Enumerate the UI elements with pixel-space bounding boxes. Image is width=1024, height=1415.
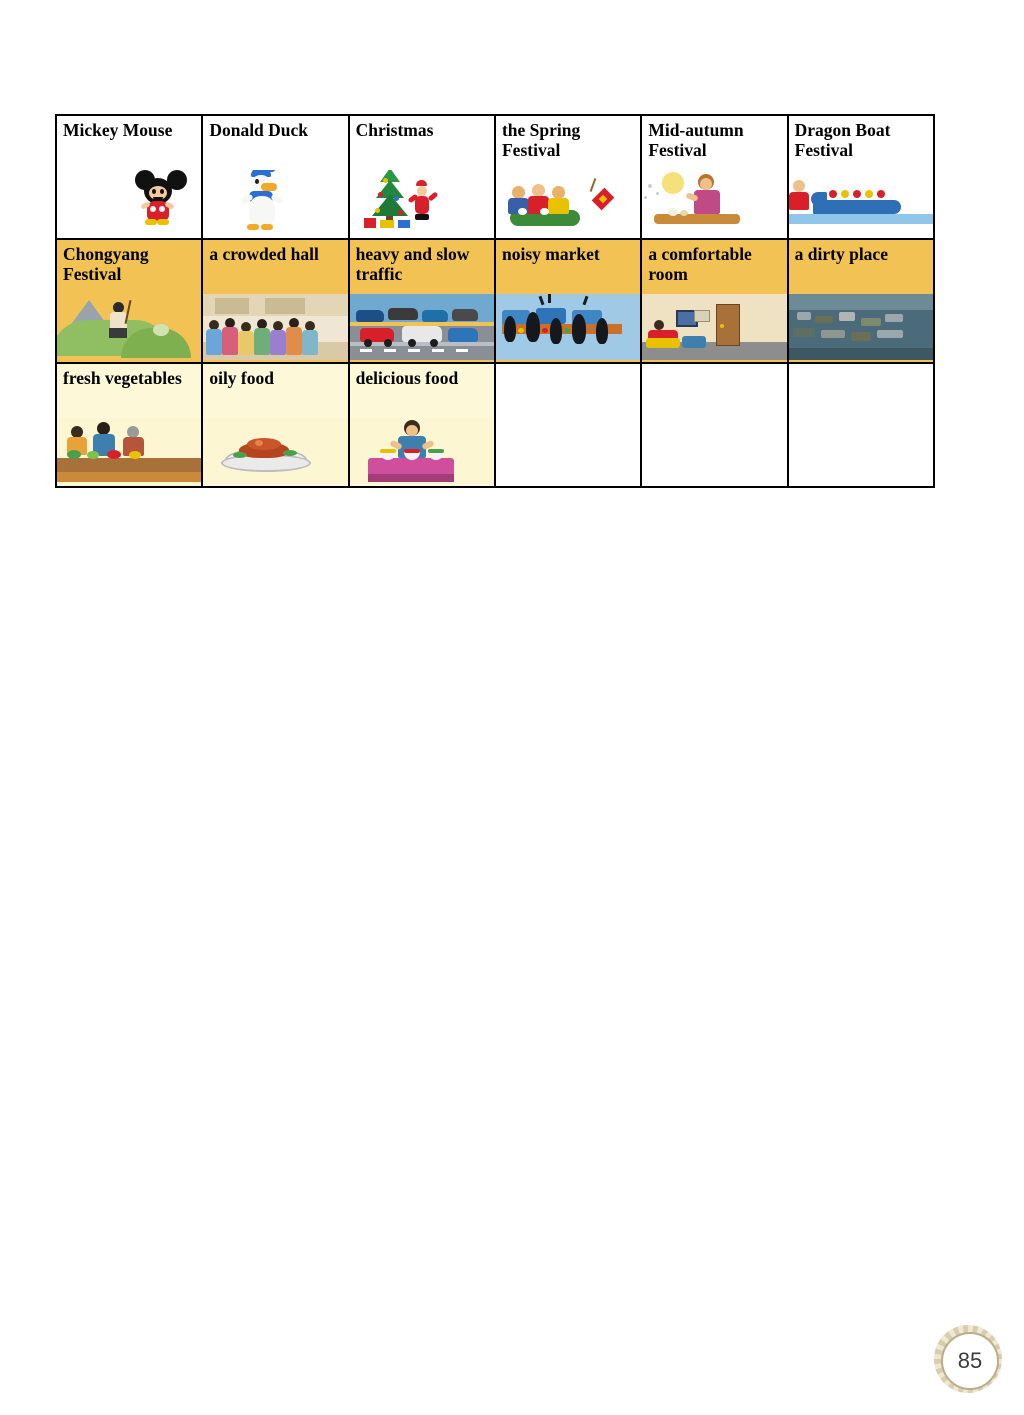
table-cell-empty — [495, 363, 641, 487]
cell-label: heavy and slow traffic — [355, 244, 470, 284]
table-row — [56, 239, 934, 363]
table-cell-empty — [788, 363, 934, 487]
donald-duck-icon — [203, 170, 347, 236]
cell-label: Christmas — [355, 120, 434, 140]
table-cell-crowded-hall — [202, 239, 348, 363]
fresh-vegetables-icon — [57, 418, 201, 484]
mid-autumn-icon — [642, 170, 786, 236]
table-cell-delicious-food — [349, 363, 495, 487]
oily-food-icon — [203, 418, 347, 484]
comfortable-room-icon — [642, 294, 786, 360]
chongyang-icon — [57, 294, 201, 360]
cell-label: a dirty place — [794, 244, 888, 264]
dragon-boat-icon — [789, 170, 933, 236]
delicious-food-icon — [350, 418, 494, 484]
cell-label — [642, 364, 786, 369]
table-cell-mickey-mouse — [56, 115, 202, 239]
cell-label — [789, 364, 933, 369]
cell-label: Donald Duck — [209, 120, 309, 140]
dirty-place-icon — [789, 294, 933, 360]
noisy-market-icon — [496, 294, 640, 360]
table-cell-comfortable-room — [641, 239, 787, 363]
cell-label: fresh vegetables — [63, 368, 182, 388]
mickey-mouse-icon — [57, 170, 201, 236]
cell-label: delicious food — [355, 368, 459, 388]
crowded-hall-icon — [203, 294, 347, 360]
table-cell-chongyang-festival — [56, 239, 202, 363]
page-number-badge — [934, 1325, 1002, 1393]
table-cell-dragon-boat-festival — [788, 115, 934, 239]
table-cell-fresh-vegetables — [56, 363, 202, 487]
cell-label: noisy market — [501, 244, 600, 264]
cell-label: a comfortable room — [648, 244, 752, 284]
cell-label: the Spring Festival — [501, 120, 581, 160]
table-row — [56, 363, 934, 487]
table-row — [56, 115, 934, 239]
table-cell-spring-festival — [495, 115, 641, 239]
cell-label: Mid-autumn Festival — [648, 120, 744, 160]
table-cell-oily-food — [202, 363, 348, 487]
table-cell-empty — [641, 363, 787, 487]
table-cell-noisy-market — [495, 239, 641, 363]
spring-festival-icon — [496, 170, 640, 236]
table-cell-christmas — [349, 115, 495, 239]
table-cell-dirty-place — [788, 239, 934, 363]
christmas-tree-icon — [350, 170, 494, 236]
page-number: 85 — [941, 1332, 999, 1390]
cell-label: Mickey Mouse — [63, 120, 173, 140]
table-cell-mid-autumn-festival — [641, 115, 787, 239]
traffic-jam-icon — [350, 294, 494, 360]
cell-label: oily food — [209, 368, 274, 388]
cell-label — [496, 364, 640, 369]
table-cell-heavy-slow-traffic — [349, 239, 495, 363]
cell-label: Chongyang Festival — [63, 244, 149, 284]
cell-label: Dragon Boat Festival — [794, 120, 891, 160]
vocabulary-picture-table — [55, 114, 935, 488]
cell-label: a crowded hall — [209, 244, 319, 264]
table-cell-donald-duck — [202, 115, 348, 239]
